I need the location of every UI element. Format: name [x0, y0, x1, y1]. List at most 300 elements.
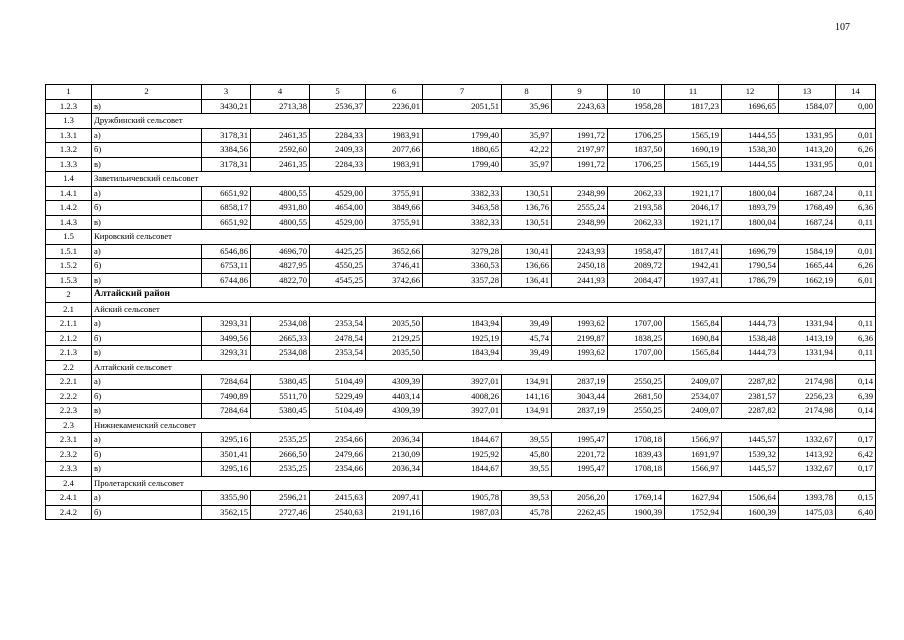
table-row [46, 201, 876, 216]
row-id-cell: 1.5.1 [46, 244, 92, 259]
value-cell: 3293,31 [202, 346, 251, 361]
value-cell: 3755,91 [366, 215, 423, 230]
row-label-cell: б) [92, 143, 202, 158]
table-body [46, 99, 876, 520]
table-row [46, 215, 876, 230]
value-cell: 1600,39 [722, 505, 779, 520]
value-cell: 45,80 [502, 447, 552, 462]
value-cell: 2535,25 [251, 462, 310, 477]
value-cell: 2062,33 [608, 215, 665, 230]
value-cell: 1843,94 [423, 317, 502, 332]
value-cell: 141,16 [502, 389, 552, 404]
value-cell: 136,41 [502, 273, 552, 288]
value-cell: 2199,87 [552, 331, 608, 346]
value-cell: 1799,40 [423, 128, 502, 143]
value-cell: 1331,95 [779, 157, 836, 172]
row-label-cell: в) [92, 157, 202, 172]
value-cell: 136,76 [502, 201, 552, 216]
value-cell: 1706,25 [608, 128, 665, 143]
value-cell: 1769,14 [608, 491, 665, 506]
value-cell: 4309,39 [366, 404, 423, 419]
row-id-cell: 1.4.2 [46, 201, 92, 216]
value-cell: 2727,46 [251, 505, 310, 520]
value-cell: 35,96 [502, 99, 552, 114]
value-cell: 2035,50 [366, 317, 423, 332]
value-cell: 1837,50 [608, 143, 665, 158]
section-title: Дружбинский сельсовет [92, 114, 876, 129]
value-cell: 4008,26 [423, 389, 502, 404]
row-id-cell: 2.3.3 [46, 462, 92, 477]
value-cell: 7284,64 [202, 404, 251, 419]
value-cell: 3652,66 [366, 244, 423, 259]
value-cell: 2535,25 [251, 433, 310, 448]
value-cell: 1921,17 [665, 186, 722, 201]
value-cell: 2837,19 [552, 404, 608, 419]
value-cell: 2479,66 [310, 447, 366, 462]
value-cell: 0,01 [836, 128, 876, 143]
value-cell: 6546,86 [202, 244, 251, 259]
value-cell: 1993,62 [552, 317, 608, 332]
value-cell: 2056,20 [552, 491, 608, 506]
value-cell: 7284,64 [202, 375, 251, 390]
page-number: 107 [835, 22, 850, 33]
row-id-cell: 2.4 [46, 476, 92, 491]
header-row [46, 85, 876, 100]
table-row [46, 259, 876, 274]
section-row [46, 302, 876, 317]
value-cell: 1687,24 [779, 215, 836, 230]
value-cell: 3384,56 [202, 143, 251, 158]
row-label-cell: а) [92, 433, 202, 448]
table-row [46, 143, 876, 158]
row-label-cell: в) [92, 346, 202, 361]
value-cell: 1444,55 [722, 157, 779, 172]
section-title: Пролетарский сельсовет [92, 476, 876, 491]
value-cell: 3742,66 [366, 273, 423, 288]
value-cell: 1958,47 [608, 244, 665, 259]
header-cell: 2 [92, 85, 202, 100]
value-cell: 2837,19 [552, 375, 608, 390]
section-title: Кировский сельсовет [92, 230, 876, 245]
value-cell: 5229,49 [310, 389, 366, 404]
row-label-cell: б) [92, 259, 202, 274]
value-cell: 1708,18 [608, 462, 665, 477]
table-row [46, 317, 876, 332]
value-cell: 2077,66 [366, 143, 423, 158]
region-title: Алтайский район [92, 288, 876, 303]
value-cell: 130,41 [502, 244, 552, 259]
table-row [46, 331, 876, 346]
value-cell: 6,40 [836, 505, 876, 520]
value-cell: 35,97 [502, 157, 552, 172]
header-cell: 3 [202, 85, 251, 100]
value-cell: 4696,70 [251, 244, 310, 259]
value-cell: 0,11 [836, 215, 876, 230]
value-cell: 1696,79 [722, 244, 779, 259]
value-cell: 2287,82 [722, 404, 779, 419]
value-cell: 2174,98 [779, 375, 836, 390]
value-cell: 2243,93 [552, 244, 608, 259]
row-label-cell: а) [92, 244, 202, 259]
value-cell: 2461,35 [251, 128, 310, 143]
value-cell: 1800,04 [722, 215, 779, 230]
value-cell: 6858,17 [202, 201, 251, 216]
section-row [46, 172, 876, 187]
tariff-table [45, 84, 876, 520]
value-cell: 4800,55 [251, 215, 310, 230]
value-cell: 3279,28 [423, 244, 502, 259]
row-id-cell: 2.1 [46, 302, 92, 317]
value-cell: 2062,33 [608, 186, 665, 201]
value-cell: 39,49 [502, 317, 552, 332]
value-cell: 2089,72 [608, 259, 665, 274]
value-cell: 6,36 [836, 331, 876, 346]
value-cell: 2381,57 [722, 389, 779, 404]
value-cell: 1690,84 [665, 331, 722, 346]
value-cell: 3927,01 [423, 375, 502, 390]
value-cell: 2036,34 [366, 462, 423, 477]
value-cell: 3746,41 [366, 259, 423, 274]
row-id-cell: 2.1.1 [46, 317, 92, 332]
value-cell: 2256,23 [779, 389, 836, 404]
value-cell: 2534,08 [251, 317, 310, 332]
value-cell: 6,36 [836, 201, 876, 216]
row-id-cell: 1.3.3 [46, 157, 92, 172]
value-cell: 134,91 [502, 375, 552, 390]
value-cell: 1707,00 [608, 317, 665, 332]
value-cell: 130,51 [502, 186, 552, 201]
value-cell: 4550,25 [310, 259, 366, 274]
value-cell: 6744,86 [202, 273, 251, 288]
value-cell: 0,11 [836, 346, 876, 361]
value-cell: 2051,51 [423, 99, 502, 114]
value-cell: 2129,25 [366, 331, 423, 346]
header-cell: 8 [502, 85, 552, 100]
value-cell: 5104,49 [310, 375, 366, 390]
value-cell: 1993,62 [552, 346, 608, 361]
value-cell: 3463,58 [423, 201, 502, 216]
value-cell: 0,11 [836, 317, 876, 332]
table-row [46, 186, 876, 201]
value-cell: 3755,91 [366, 186, 423, 201]
value-cell: 3178,31 [202, 157, 251, 172]
value-cell: 1900,39 [608, 505, 665, 520]
value-cell: 2409,07 [665, 404, 722, 419]
value-cell: 2354,66 [310, 433, 366, 448]
value-cell: 39,49 [502, 346, 552, 361]
table-row [46, 273, 876, 288]
value-cell: 1893,79 [722, 201, 779, 216]
value-cell: 3295,16 [202, 462, 251, 477]
row-label-cell: в) [92, 404, 202, 419]
value-cell: 2540,63 [310, 505, 366, 520]
row-id-cell: 2.2 [46, 360, 92, 375]
value-cell: 1687,24 [779, 186, 836, 201]
header-cell: 12 [722, 85, 779, 100]
value-cell: 1942,41 [665, 259, 722, 274]
table-row [46, 404, 876, 419]
value-cell: 2130,09 [366, 447, 423, 462]
value-cell: 2174,98 [779, 404, 836, 419]
value-cell: 1995,47 [552, 462, 608, 477]
value-cell: 1445,57 [722, 462, 779, 477]
row-id-cell: 1.5 [46, 230, 92, 245]
row-id-cell: 1.4.3 [46, 215, 92, 230]
value-cell: 1444,73 [722, 317, 779, 332]
value-cell: 1538,48 [722, 331, 779, 346]
value-cell: 3927,01 [423, 404, 502, 419]
value-cell: 1983,91 [366, 157, 423, 172]
value-cell: 0,11 [836, 186, 876, 201]
row-id-cell: 2.3 [46, 418, 92, 433]
section-row [46, 418, 876, 433]
value-cell: 4800,55 [251, 186, 310, 201]
value-cell: 1566,97 [665, 433, 722, 448]
value-cell: 2555,24 [552, 201, 608, 216]
table-row [46, 157, 876, 172]
value-cell: 6753,11 [202, 259, 251, 274]
value-cell: 1665,44 [779, 259, 836, 274]
value-cell: 1786,79 [722, 273, 779, 288]
value-cell: 45,74 [502, 331, 552, 346]
value-cell: 1565,84 [665, 317, 722, 332]
value-cell: 1584,19 [779, 244, 836, 259]
value-cell: 1752,94 [665, 505, 722, 520]
value-cell: 4931,80 [251, 201, 310, 216]
value-cell: 1937,41 [665, 273, 722, 288]
table-row [46, 389, 876, 404]
value-cell: 2666,50 [251, 447, 310, 462]
value-cell: 39,55 [502, 433, 552, 448]
value-cell: 5104,49 [310, 404, 366, 419]
value-cell: 3360,53 [423, 259, 502, 274]
value-cell: 3501,41 [202, 447, 251, 462]
value-cell: 1817,41 [665, 244, 722, 259]
row-label-cell: б) [92, 389, 202, 404]
value-cell: 6,01 [836, 273, 876, 288]
value-cell: 2450,18 [552, 259, 608, 274]
value-cell: 7490,89 [202, 389, 251, 404]
row-label-cell: а) [92, 375, 202, 390]
value-cell: 2536,37 [310, 99, 366, 114]
value-cell: 2046,17 [665, 201, 722, 216]
value-cell: 1987,03 [423, 505, 502, 520]
row-id-cell: 1.3.1 [46, 128, 92, 143]
table-row [46, 375, 876, 390]
value-cell: 2550,25 [608, 404, 665, 419]
header-cell: 11 [665, 85, 722, 100]
row-id-cell: 2.2.3 [46, 404, 92, 419]
value-cell: 42,22 [502, 143, 552, 158]
header-cell: 9 [552, 85, 608, 100]
value-cell: 6,26 [836, 143, 876, 158]
row-label-cell: в) [92, 273, 202, 288]
value-cell: 4827,95 [251, 259, 310, 274]
row-id-cell: 2.4.2 [46, 505, 92, 520]
value-cell: 2441,93 [552, 273, 608, 288]
value-cell: 3355,90 [202, 491, 251, 506]
row-label-cell: в) [92, 462, 202, 477]
value-cell: 2534,07 [665, 389, 722, 404]
row-label-cell: а) [92, 186, 202, 201]
value-cell: 45,78 [502, 505, 552, 520]
value-cell: 0,17 [836, 462, 876, 477]
section-title: Алтайский сельсовет [92, 360, 876, 375]
value-cell: 4309,39 [366, 375, 423, 390]
value-cell: 2478,54 [310, 331, 366, 346]
value-cell: 1706,25 [608, 157, 665, 172]
value-cell: 1413,92 [779, 447, 836, 462]
value-cell: 39,53 [502, 491, 552, 506]
value-cell: 1566,97 [665, 462, 722, 477]
value-cell: 2348,99 [552, 186, 608, 201]
value-cell: 2262,45 [552, 505, 608, 520]
value-cell: 1332,67 [779, 462, 836, 477]
value-cell: 1565,19 [665, 128, 722, 143]
value-cell: 1991,72 [552, 157, 608, 172]
row-id-cell: 1.4 [46, 172, 92, 187]
value-cell: 4425,25 [310, 244, 366, 259]
value-cell: 3562,15 [202, 505, 251, 520]
value-cell: 2097,41 [366, 491, 423, 506]
value-cell: 2243,63 [552, 99, 608, 114]
value-cell: 2287,82 [722, 375, 779, 390]
value-cell: 2681,50 [608, 389, 665, 404]
value-cell: 2461,35 [251, 157, 310, 172]
value-cell: 1539,32 [722, 447, 779, 462]
value-cell: 4529,00 [310, 186, 366, 201]
value-cell: 1995,47 [552, 433, 608, 448]
value-cell: 0,01 [836, 157, 876, 172]
value-cell: 4654,00 [310, 201, 366, 216]
section-title: Заветильичевский сельсовет [92, 172, 876, 187]
value-cell: 1393,78 [779, 491, 836, 506]
row-id-cell: 1.4.1 [46, 186, 92, 201]
value-cell: 2036,34 [366, 433, 423, 448]
value-cell: 1565,84 [665, 346, 722, 361]
table-row [46, 346, 876, 361]
row-id-cell: 2.2.2 [46, 389, 92, 404]
value-cell: 5380,45 [251, 375, 310, 390]
row-label-cell: а) [92, 491, 202, 506]
table-row [46, 491, 876, 506]
value-cell: 1565,19 [665, 157, 722, 172]
value-cell: 1475,03 [779, 505, 836, 520]
section-title: Нижнекаменский сельсовет [92, 418, 876, 433]
value-cell: 2353,54 [310, 317, 366, 332]
value-cell: 35,97 [502, 128, 552, 143]
value-cell: 1627,94 [665, 491, 722, 506]
value-cell: 2550,25 [608, 375, 665, 390]
value-cell: 1817,23 [665, 99, 722, 114]
value-cell: 1838,25 [608, 331, 665, 346]
value-cell: 1331,95 [779, 128, 836, 143]
value-cell: 2197,97 [552, 143, 608, 158]
row-id-cell: 1.3.2 [46, 143, 92, 158]
table-row [46, 505, 876, 520]
value-cell: 1332,67 [779, 433, 836, 448]
section-row [46, 230, 876, 245]
row-label-cell: б) [92, 201, 202, 216]
value-cell: 0,01 [836, 244, 876, 259]
value-cell: 2409,33 [310, 143, 366, 158]
value-cell: 3499,56 [202, 331, 251, 346]
row-label-cell: б) [92, 331, 202, 346]
value-cell: 2713,38 [251, 99, 310, 114]
value-cell: 1844,67 [423, 462, 502, 477]
section-row [46, 476, 876, 491]
row-label-cell: б) [92, 447, 202, 462]
value-cell: 2035,50 [366, 346, 423, 361]
table-row [46, 462, 876, 477]
value-cell: 1790,54 [722, 259, 779, 274]
value-cell: 1538,30 [722, 143, 779, 158]
value-cell: 1690,19 [665, 143, 722, 158]
section-title: Айский сельсовет [92, 302, 876, 317]
value-cell: 134,91 [502, 404, 552, 419]
value-cell: 2354,66 [310, 462, 366, 477]
value-cell: 1768,49 [779, 201, 836, 216]
value-cell: 6,39 [836, 389, 876, 404]
value-cell: 6651,92 [202, 215, 251, 230]
value-cell: 1445,57 [722, 433, 779, 448]
row-id-cell: 2.3.2 [46, 447, 92, 462]
value-cell: 3178,31 [202, 128, 251, 143]
row-label-cell: б) [92, 505, 202, 520]
value-cell: 2284,33 [310, 157, 366, 172]
value-cell: 4529,00 [310, 215, 366, 230]
value-cell: 5380,45 [251, 404, 310, 419]
value-cell: 4822,70 [251, 273, 310, 288]
row-id-cell: 2.1.3 [46, 346, 92, 361]
section-row [46, 360, 876, 375]
row-id-cell: 2.3.1 [46, 433, 92, 448]
value-cell: 3430,21 [202, 99, 251, 114]
row-label-cell: в) [92, 99, 202, 114]
value-cell: 1707,00 [608, 346, 665, 361]
value-cell: 3382,33 [423, 215, 502, 230]
row-id-cell: 1.5.2 [46, 259, 92, 274]
value-cell: 2534,08 [251, 346, 310, 361]
value-cell: 1444,55 [722, 128, 779, 143]
table-row [46, 244, 876, 259]
value-cell: 3849,66 [366, 201, 423, 216]
row-id-cell: 1.3 [46, 114, 92, 129]
value-cell: 2084,47 [608, 273, 665, 288]
value-cell: 2353,54 [310, 346, 366, 361]
value-cell: 0,00 [836, 99, 876, 114]
value-cell: 1691,97 [665, 447, 722, 462]
header-cell: 13 [779, 85, 836, 100]
header-cell: 1 [46, 85, 92, 100]
value-cell: 0,14 [836, 375, 876, 390]
value-cell: 3295,16 [202, 433, 251, 448]
value-cell: 1880,65 [423, 143, 502, 158]
value-cell: 4545,25 [310, 273, 366, 288]
value-cell: 0,17 [836, 433, 876, 448]
value-cell: 5511,70 [251, 389, 310, 404]
value-cell: 1925,92 [423, 447, 502, 462]
row-id-cell: 2 [46, 288, 92, 303]
header-cell: 7 [423, 85, 502, 100]
value-cell: 1413,19 [779, 331, 836, 346]
row-id-cell: 2.4.1 [46, 491, 92, 506]
value-cell: 2236,01 [366, 99, 423, 114]
value-cell: 2284,33 [310, 128, 366, 143]
region-row [46, 288, 876, 303]
row-label-cell: а) [92, 317, 202, 332]
value-cell: 4403,14 [366, 389, 423, 404]
